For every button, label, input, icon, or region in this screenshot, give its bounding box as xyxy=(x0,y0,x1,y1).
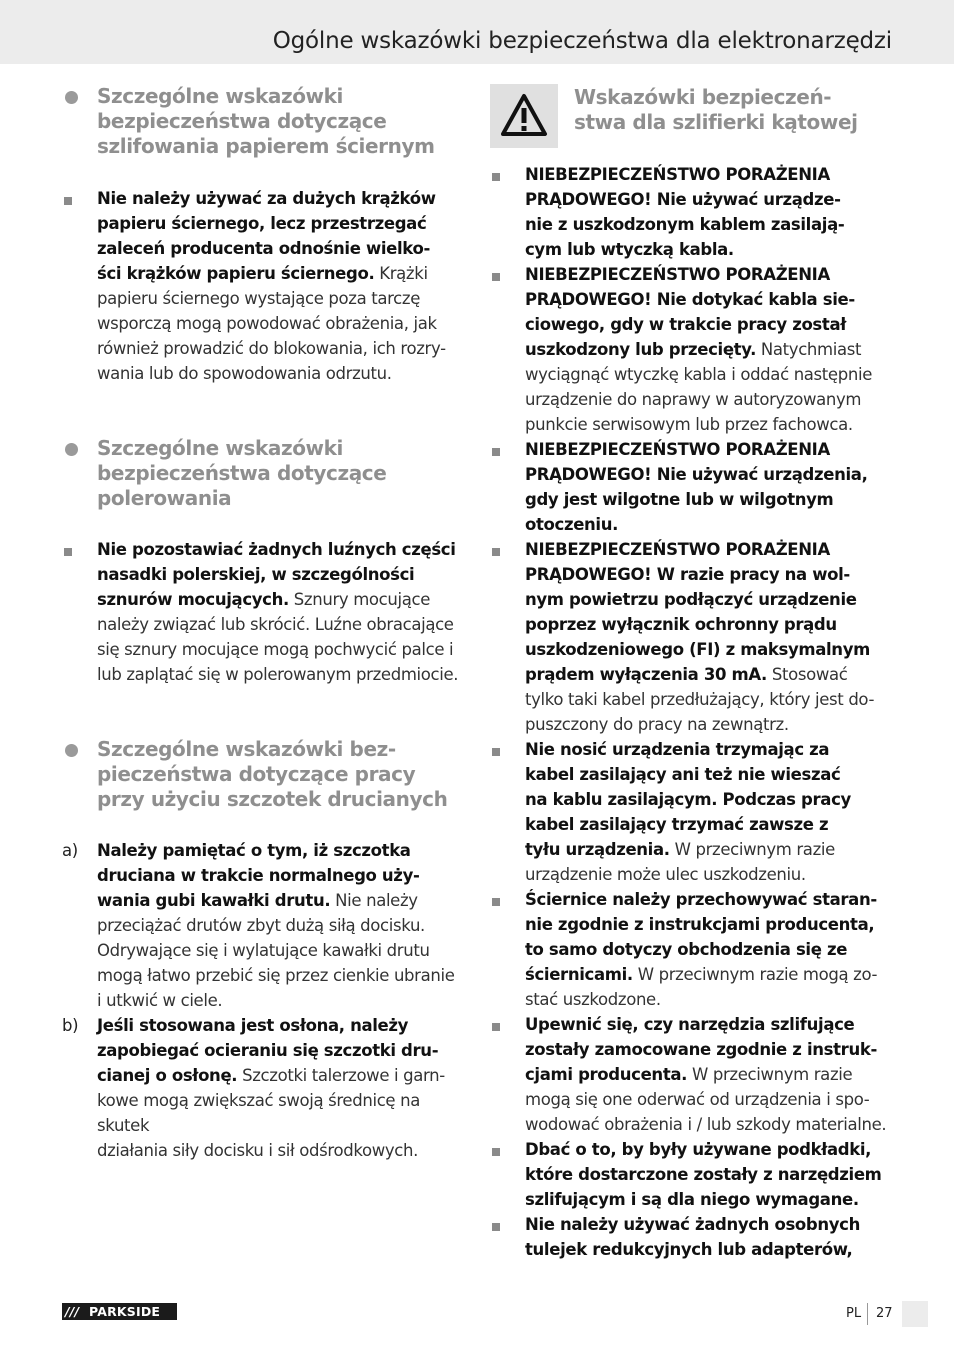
bold-text: to samo dotyczy obchodzenia się ze xyxy=(525,940,848,959)
bold-text: NIEBEZPIECZEŃSTWO PORAŻENIA xyxy=(525,440,830,459)
safety-list xyxy=(490,162,892,1262)
heading-line: stwa dla szlifierki kątowej xyxy=(574,110,858,134)
body-text: kowe mogą zwiększać swoją średnicę na skutek xyxy=(97,1091,420,1135)
bold-text: ści krążków papieru ściernego. xyxy=(97,264,375,283)
square-bullet-icon xyxy=(64,548,72,556)
body-text: i utkwić w ciele. xyxy=(97,991,223,1010)
bold-text: tyłu urządzenia. xyxy=(525,840,670,859)
bold-text: PRĄDOWEGO! Nie używać urządze- xyxy=(525,190,841,209)
body-text: tylko taki kabel przedłużający, który jest do- xyxy=(525,690,875,709)
bold-text: zapobiegać ocieraniu się szczotki dru- xyxy=(97,1041,439,1060)
list-item xyxy=(490,537,892,737)
body-text: punkcie serwisowym lub przez fachowca. xyxy=(525,415,853,434)
bold-text: Jeśli stosowana jest osłona, należy xyxy=(97,1016,409,1035)
body-text: przeciążać drutów zbyt dużą siłą docisku. xyxy=(97,916,425,935)
item-marker: a) xyxy=(62,841,78,860)
bold-text: PRĄDOWEGO! Nie używać urządzenia, xyxy=(525,465,868,484)
bold-text: Nie pozostawiać żadnych luźnych części xyxy=(97,540,456,559)
list-item xyxy=(62,838,466,1013)
bold-text: Upewnić się, czy narzędzia szlifujące xyxy=(525,1015,855,1034)
section-heading xyxy=(62,436,466,511)
heading-bullet-icon xyxy=(65,91,78,104)
body-text: mogą się one oderwać od urządzenia i spo- xyxy=(525,1090,870,1109)
section-polishing xyxy=(62,436,466,687)
bold-text: ściernicami. xyxy=(525,965,633,984)
bold-text: poprzez wyłącznik ochronny prądu xyxy=(525,615,837,634)
bold-text: prądem wyłączenia 30 mA. xyxy=(525,665,767,684)
list-item xyxy=(62,186,466,386)
list-item xyxy=(490,1012,892,1137)
bold-text: NIEBEZPIECZEŃSTWO PORAŻENIA xyxy=(525,540,830,559)
bold-text: uszkodzeniowego (FI) z maksymalnym xyxy=(525,640,870,659)
body-text: działania siły docisku i sił odśrodkowych. xyxy=(97,1141,418,1160)
body-text: Sznury mocujące xyxy=(288,590,431,609)
body-text: Szczotki talerzowe i garn- xyxy=(237,1066,445,1085)
heading-line: bezpieczeństwa dotyczące xyxy=(97,461,387,485)
bold-text: papieru ściernego, lecz przestrzegać xyxy=(97,214,427,233)
bold-text: zostały zamocowane zgodnie z instruk- xyxy=(525,1040,877,1059)
heading-line: Szczególne wskazówki xyxy=(97,84,343,108)
body-text: również prowadzić do blokowania, ich rozry- xyxy=(97,339,446,358)
item-marker: b) xyxy=(62,1016,79,1035)
bold-text: NIEBEZPIECZEŃSTWO PORAŻENIA xyxy=(525,165,830,184)
list-item xyxy=(490,737,892,887)
bold-text: druciana w trakcie normalnego uży- xyxy=(97,866,420,885)
square-bullet-icon xyxy=(492,898,500,906)
bold-text: Nie nosić urządzenia trzymając za xyxy=(525,740,830,759)
body-text: należy związać lub skrócić. Luźne obracające xyxy=(97,615,454,634)
bold-text: Nie należy używać za dużych krążków xyxy=(97,189,436,208)
heading-line: polerowania xyxy=(97,486,232,510)
bold-text: szlifującym i są dla niego wymagane. xyxy=(525,1190,859,1209)
body-text: Natychmiast xyxy=(756,340,862,359)
square-bullet-icon xyxy=(492,273,500,281)
section-heading xyxy=(62,737,466,812)
bold-text: cym lub wtyczką kabla. xyxy=(525,240,734,259)
body-text: Stosować xyxy=(766,665,848,684)
warning-triangle-icon xyxy=(490,84,558,148)
body-text: urządzenie może ulec uszkodzeniu. xyxy=(525,865,806,884)
heading-line: szlifowania papierem ściernym xyxy=(97,134,435,158)
parkside-logo xyxy=(62,1303,177,1320)
bold-text: otoczeniu. xyxy=(525,515,619,534)
bold-text: cianej o osłonę. xyxy=(97,1066,238,1085)
heading-line: przy użyciu szczotek drucianych xyxy=(97,787,448,811)
heading-bullet-icon xyxy=(65,443,78,456)
body-text: W przeciwnym razie xyxy=(669,840,835,859)
bold-text: uszkodzony lub przecięty. xyxy=(525,340,757,359)
bold-text: ciowego, gdy w trakcie pracy został xyxy=(525,315,846,334)
bold-text: cjami producenta. xyxy=(525,1065,688,1084)
bold-text: nym powietrzu podłączyć urządzenie xyxy=(525,590,857,609)
body-text: Nie należy xyxy=(330,891,418,910)
square-bullet-icon xyxy=(492,1023,500,1031)
body-text: wsporczą mogą powodować obrażenia, jak xyxy=(97,314,437,333)
bold-text: Dbać o to, by były używane podkładki, xyxy=(525,1140,872,1159)
heading-line: Szczególne wskazówki bez- xyxy=(97,737,396,761)
bold-text: na kablu zasilającym. Podczas pracy xyxy=(525,790,851,809)
bold-text: kabel zasilający ani też nie wieszać xyxy=(525,765,841,784)
bold-text: nie z uszkodzonym kablem zasilają- xyxy=(525,215,845,234)
language-code: PL xyxy=(846,1306,862,1321)
heading-bullet-icon xyxy=(65,744,78,757)
bold-text: PRĄDOWEGO! W razie pracy na wol- xyxy=(525,565,850,584)
section-sanding-paper xyxy=(62,84,466,386)
bold-text: gdy jest wilgotne lub w wilgotnym xyxy=(525,490,834,509)
logo-text: PARKSIDE xyxy=(89,1304,161,1319)
bold-text: sznurów mocujących. xyxy=(97,590,289,609)
bold-text: które dostarczone zostały z narzędziem xyxy=(525,1165,882,1184)
page-title: Ogólne wskazówki bezpieczeństwa dla elektronarzędzi xyxy=(272,28,892,54)
square-bullet-icon xyxy=(492,548,500,556)
body-text: Krążki xyxy=(374,264,428,283)
list-item xyxy=(490,437,892,537)
bold-text: zaleceń producenta odnośnie wielko- xyxy=(97,239,430,258)
bold-text: wania gubi kawałki drutu. xyxy=(97,891,331,910)
body-text: wodować obrażenia i / lub szkody materialne. xyxy=(525,1115,887,1134)
body-text: wania lub do spowodowania odrzutu. xyxy=(97,364,392,383)
bold-text: nie zgodnie z instrukcjami producenta, xyxy=(525,915,875,934)
page-number: 27 xyxy=(876,1306,893,1321)
heading-line: bezpieczeństwa dotyczące xyxy=(97,109,387,133)
warning-box xyxy=(490,84,558,148)
list-item xyxy=(490,1212,892,1262)
body-text: puszczony do pracy na zewnątrz. xyxy=(525,715,789,734)
square-bullet-icon xyxy=(492,173,500,181)
list-item xyxy=(490,887,892,1012)
left-column xyxy=(62,84,466,1163)
bold-text: PRĄDOWEGO! Nie dotykać kabla sie- xyxy=(525,290,855,309)
heading-line: Szczególne wskazówki xyxy=(97,436,343,460)
list-item xyxy=(490,162,892,262)
body-text: urządzenie do naprawy w autoryzowanym xyxy=(525,390,862,409)
right-column xyxy=(490,84,892,1262)
bold-text: Należy pamiętać o tym, iż szczotka xyxy=(97,841,411,860)
bold-text: tulejek redukcyjnych lub adapterów, xyxy=(525,1240,853,1259)
square-bullet-icon xyxy=(64,197,72,205)
warning-header xyxy=(490,84,892,148)
heading-line: Wskazówki bezpieczeń- xyxy=(574,85,832,109)
square-bullet-icon xyxy=(492,748,500,756)
square-bullet-icon xyxy=(492,1223,500,1231)
logo-stripes: /// xyxy=(65,1304,80,1319)
body-text: Odrywające się i wylatujące kawałki drutu xyxy=(97,941,430,960)
square-bullet-icon xyxy=(492,1148,500,1156)
body-text: wyciągnąć wtyczkę kabla i oddać następnie xyxy=(525,365,872,384)
footer-divider xyxy=(867,1303,868,1325)
body-text: W przeciwnym razie mogą zo- xyxy=(632,965,878,984)
body-text: W przeciwnym razie xyxy=(687,1065,853,1084)
body-text: mogą łatwo przebić się przez cienkie ubranie xyxy=(97,966,455,985)
section-heading xyxy=(62,84,466,159)
section-wire-brushes xyxy=(62,737,466,1163)
square-bullet-icon xyxy=(492,448,500,456)
list-item xyxy=(490,1137,892,1212)
bold-text: nasadki polerskiej, w szczególności xyxy=(97,565,415,584)
heading-line: pieczeństwa dotyczące pracy xyxy=(97,762,416,786)
section-heading xyxy=(574,84,892,135)
body-text: stać uszkodzone. xyxy=(525,990,661,1009)
footer-tab xyxy=(902,1301,928,1327)
body-text: papieru ściernego wystające poza tarczę xyxy=(97,289,421,308)
list-item xyxy=(62,537,466,687)
body-text: się sznury mocujące mogą pochwycić palce i xyxy=(97,640,454,659)
page-header xyxy=(0,0,954,64)
list-item xyxy=(62,1013,466,1163)
bold-text: NIEBEZPIECZEŃSTWO PORAŻENIA xyxy=(525,265,830,284)
bold-text: Nie należy używać żadnych osobnych xyxy=(525,1215,860,1234)
body-text: lub zaplątać się w polerowanym przedmiocie. xyxy=(97,665,459,684)
bold-text: Ściernice należy przechowywać staran- xyxy=(525,890,877,909)
list-item xyxy=(490,262,892,437)
bold-text: kabel zasilający trzymać zawsze z xyxy=(525,815,829,834)
